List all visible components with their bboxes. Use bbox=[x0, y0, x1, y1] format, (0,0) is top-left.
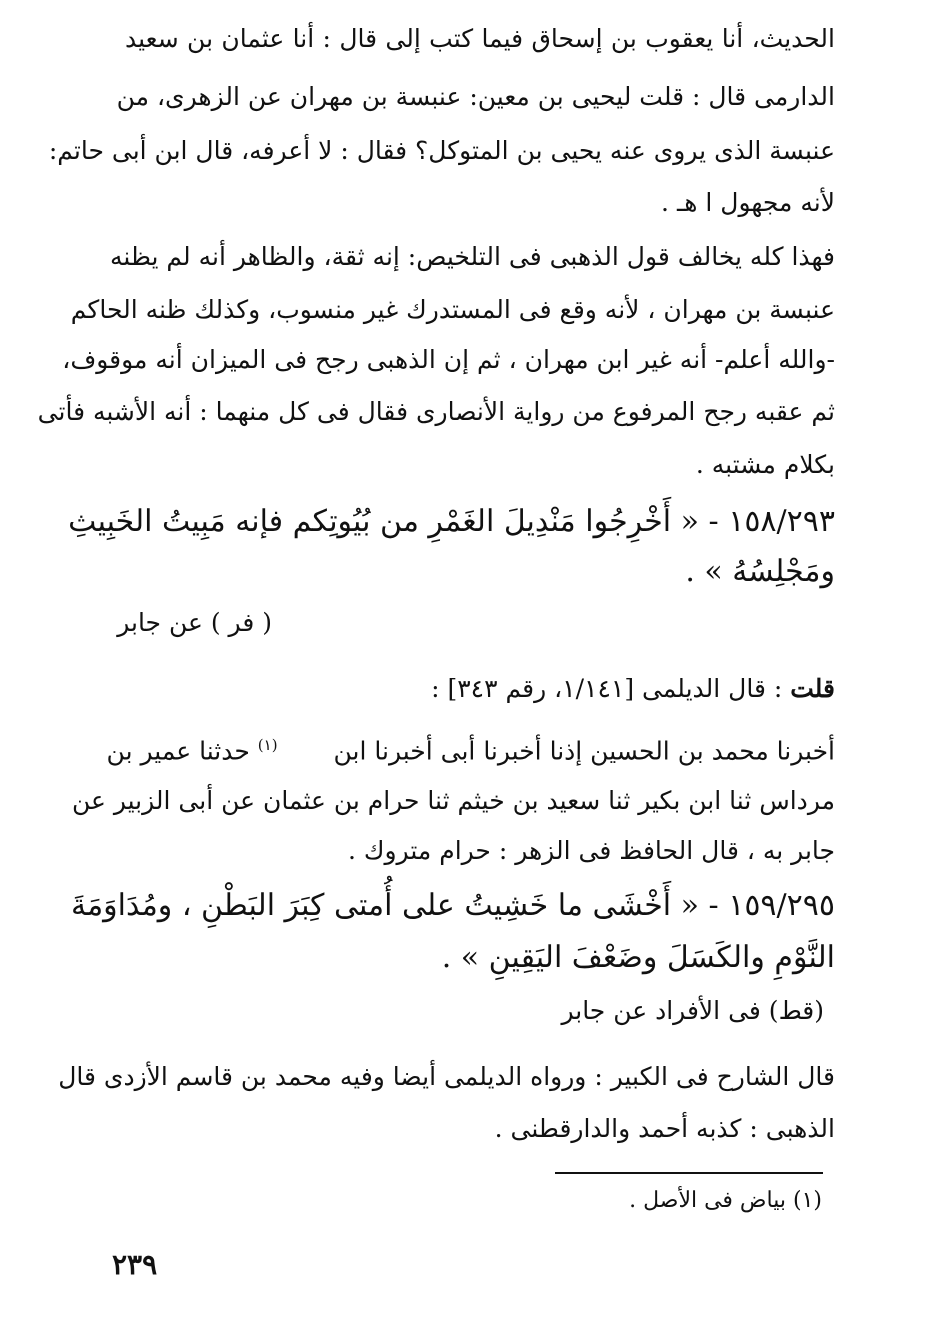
note-158-lead: قلت bbox=[790, 674, 835, 703]
hadith-158-line-1: ١٥٨/٢٩٣ - « أَخْرِجُوا مَنْدِيلَ الغَمْرِ من بُيُوتِكم فإنه مَبِيتُ الخَبِيثِ bbox=[68, 504, 835, 539]
paragraph-1-line-4: لأنه مجهول ا هـ . bbox=[661, 188, 835, 217]
footnote-divider bbox=[555, 1172, 823, 1174]
note-158-line-4: جابر به ، قال الحافظ فى الزهر : حرام متروك . bbox=[347, 836, 835, 865]
paragraph-1-line-2: الدارمى قال : قلت ليحيى بن معين: عنبسة بن مهران عن الزهرى، من bbox=[116, 82, 835, 111]
paragraph-2-line-1: فهذا كله يخالف قول الذهبى فى التلخيص: إنه ثقة، والظاهر أنه لم يظنه bbox=[110, 242, 835, 271]
page-number: ٢٣٩ bbox=[112, 1248, 158, 1281]
note-158-line-3: مرداس ثنا ابن بكير ثنا سعيد بن خيثم ثنا حرام بن عثمان عن أبى الزبير عن bbox=[71, 786, 835, 815]
note-159-line-2: الذهبى : كذبه أحمد والدارقطنى . bbox=[494, 1114, 835, 1143]
note-158-line-1 bbox=[125, 672, 835, 706]
hadith-158-source: ( فر ) عن جابر bbox=[117, 608, 272, 637]
paragraph-1-line-3: عنبسة الذى يروى عنه يحيى بن المتوكل؟ فقال : لا أعرفه، قال ابن أبى حاتم: bbox=[48, 136, 835, 165]
footnote-text: (١) بياض فى الأصل . bbox=[629, 1188, 822, 1213]
note-158-citation: : قال الديلمى [١/١٤١، رقم ٣٤٣] : bbox=[431, 674, 791, 703]
paragraph-1-line-1: الحديث، أنا يعقوب بن إسحاق فيما كتب إلى قال : أنا عثمان بن سعيد bbox=[125, 24, 835, 53]
paragraph-2-line-3: -والله أعلم- أنه غير ابن مهران ، ثم إن الذهبى رجح فى الميزان أنه موقوف، bbox=[62, 345, 835, 374]
footnote-reference: (١) bbox=[257, 736, 278, 754]
note-159-line-1: قال الشارح فى الكبير : ورواه الديلمى أيضا وفيه محمد بن قاسم الأزدى قال bbox=[58, 1062, 835, 1091]
hadith-158-line-2: ومَجْلِسُهُ » . bbox=[685, 554, 835, 589]
paragraph-2-line-2: عنبسة بن مهران ، لأنه وقع فى المستدرك غير منسوب، وكذلك ظنه الحاكم bbox=[70, 295, 835, 324]
hadith-159-line-2: النَّوْمِ والكَسَلَ وضَعْفَ اليَقِينِ » . bbox=[441, 940, 835, 975]
note-158-line-2-start: أخبرنا محمد بن الحسين إذنا أخبرنا أبى أخبرنا ابن bbox=[333, 736, 835, 766]
hadith-159-source: (قط) فى الأفراد عن جابر bbox=[561, 996, 824, 1025]
paragraph-2-line-4: ثم عقبه رجح المرفوع من رواية الأنصارى فقال فى كل منهما : أنه الأشبه فأتى bbox=[37, 397, 835, 426]
hadith-159-line-1: ١٥٩/٢٩٥ - « أَخْشَى ما خَشِيتُ على أُمتى كِبَرَ البَطْنِ ، ومُدَاوَمَةَ bbox=[71, 888, 835, 923]
paragraph-2-line-5: بكلام مشتبه . bbox=[695, 450, 835, 479]
note-158-line-2 bbox=[106, 728, 835, 768]
note-158-line-2-end: حدثنا عمير بن bbox=[106, 736, 250, 766]
